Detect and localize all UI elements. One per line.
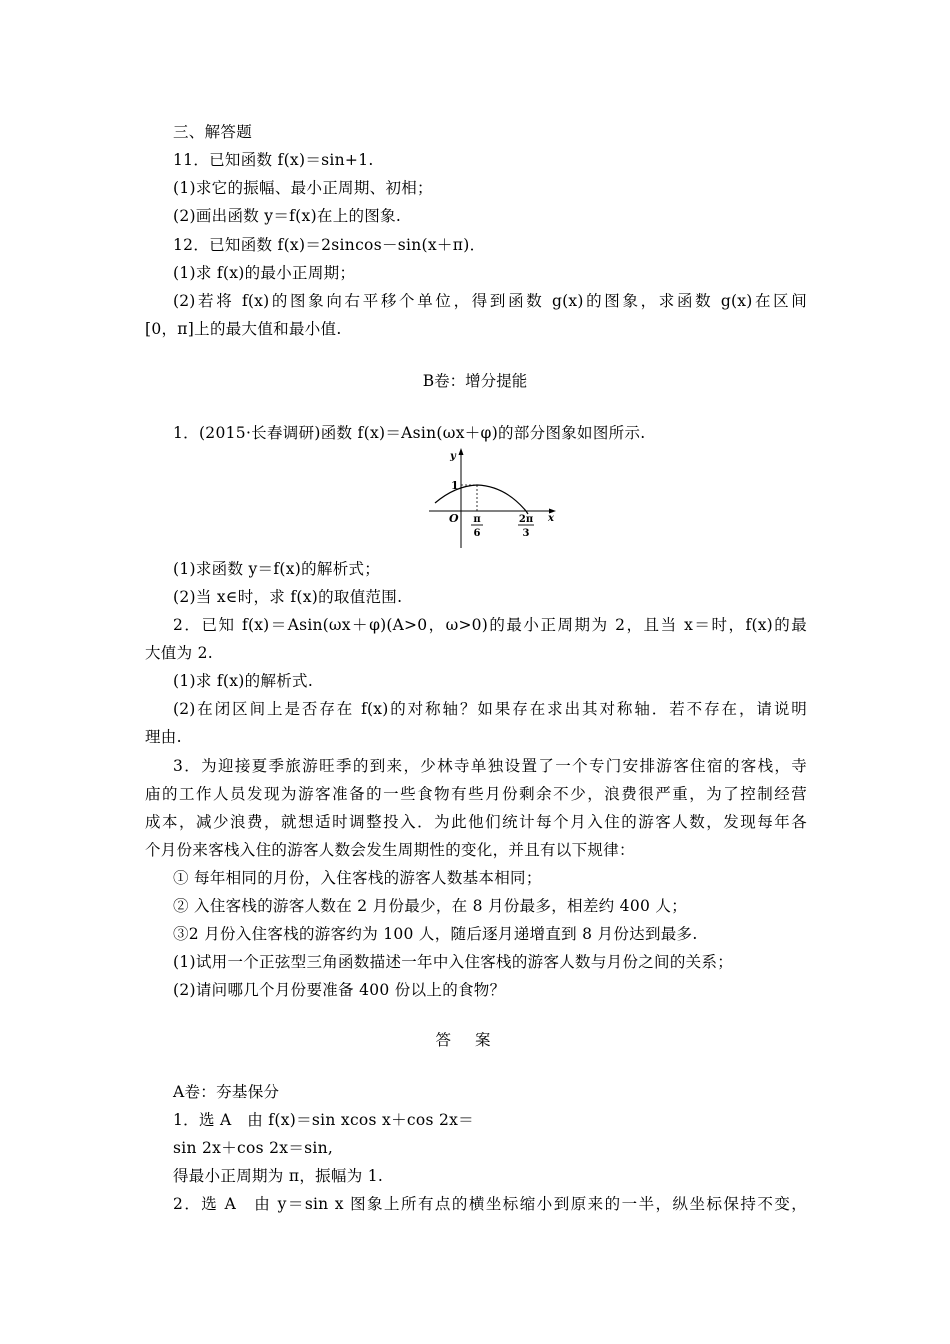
sine-curve bbox=[435, 485, 528, 514]
q12-part2-line1: (2)若将 f(x)的图象向右平移个单位，得到函数 g(x)的图象，求函数 g(x)在区间 bbox=[173, 292, 807, 310]
b-q3-line3: 成本，减少浪费，就想适时调整投入．为此他们统计每个月入住的游客人数，发现每年各 bbox=[145, 813, 807, 831]
q12-part2-line2: [0，π]上的最大值和最小值. bbox=[145, 320, 342, 338]
b-q3-line4: 个月份来客栈入住的游客人数会发生周期性的变化，并且有以下规律： bbox=[145, 841, 635, 859]
answer1-line1: 1．选 A 由 f(x)＝sin xcos x＋cos 2x＝ bbox=[173, 1111, 474, 1129]
y-axis-label: y bbox=[450, 451, 456, 462]
b-q3-rule3: ③2 月份入住客栈的游客约为 100 人，随后逐月递增直到 8 月份达到最多. bbox=[173, 925, 698, 943]
b-q2-part2-line2: 理由. bbox=[145, 728, 182, 746]
b-q1-part1: (1)求函数 y＝f(x)的解析式； bbox=[173, 560, 381, 578]
answers-title: 答案 bbox=[435, 1031, 515, 1049]
b-q3-rule1: ① 每年相同的月份，入住客栈的游客人数基本相同； bbox=[173, 869, 542, 887]
q11-part1: (1)求它的振幅、最小正周期、初相； bbox=[173, 179, 433, 197]
x-axis-label: x bbox=[548, 513, 554, 524]
q11-stem: 11．已知函数 f(x)＝sin+1. bbox=[173, 151, 374, 169]
b-q3-part2: (2)请问哪几个月份要准备 400 份以上的食物？ bbox=[173, 981, 506, 999]
origin-label: O bbox=[449, 512, 459, 525]
function-graph-figure bbox=[425, 448, 560, 550]
q11-part2: (2)画出函数 y＝f(x)在上的图象. bbox=[173, 207, 402, 225]
b-q3-line1: 3．为迎接夏季旅游旺季的到来，少林寺单独设置了一个专门安排游客住宿的客栈，寺 bbox=[173, 757, 807, 775]
b-q2-part1: (1)求 f(x)的解析式. bbox=[173, 672, 314, 690]
b-q2-stem-line2: 大值为 2. bbox=[145, 644, 214, 662]
section3-heading: 三、解答题 bbox=[173, 123, 253, 141]
b-q3-rule2: ② 入住客栈的游客人数在 2 月份最少，在 8 月份最多，相差约 400 人； bbox=[173, 897, 687, 915]
y-tick-1: 1 bbox=[451, 479, 459, 492]
b-q3-line2: 庙的工作人员发现为游客准备的一些食物有些月份剩余不少，浪费很严重，为了控制经营 bbox=[145, 785, 807, 803]
x-tick-2pi3-numerator: 2π bbox=[518, 514, 534, 525]
b-q3-part1: (1)试用一个正弦型三角函数描述一年中入住客栈的游客人数与月份之间的关系； bbox=[173, 953, 734, 971]
q12-part1: (1)求 f(x)的最小正周期； bbox=[173, 264, 356, 282]
x-tick-pi6-numerator: π bbox=[473, 514, 481, 525]
b-q1-stem: 1．(2015·长春调研)函数 f(x)＝Asin(ωx＋φ)的部分图象如图所示. bbox=[173, 424, 646, 442]
part-b-title: B卷：增分提能 bbox=[422, 372, 528, 390]
answer1-line3: 得最小正周期为 π，振幅为 1. bbox=[173, 1167, 384, 1185]
q12-stem: 12．已知函数 f(x)＝2sincos－sin(x＋π)． bbox=[173, 236, 486, 254]
b-q2-stem-line1: 2．已知 f(x)＝Asin(ωx＋φ)(A>0，ω>0)的最小正周期为 2，且当 x＝时，f(x)的最 bbox=[173, 616, 807, 634]
answers-part-a-title: A卷：夯基保分 bbox=[173, 1083, 280, 1101]
x-tick-pi6-denominator: 6 bbox=[473, 528, 481, 539]
b-q1-part2: (2)当 x∈时，求 f(x)的取值范围. bbox=[173, 588, 403, 606]
y-axis-arrow bbox=[459, 448, 464, 455]
x-tick-2pi3-denominator: 3 bbox=[522, 528, 530, 539]
answer2-line1: 2．选 A 由 y＝sin x 图象上所有点的横坐标缩小到原来的一半，纵坐标保持不变， bbox=[173, 1195, 807, 1213]
b-q2-part2-line1: (2)在闭区间上是否存在 f(x)的对称轴？如果存在求出其对称轴．若不存在，请说明 bbox=[173, 700, 807, 718]
answer1-line2: sin 2x＋cos 2x＝sin, bbox=[173, 1139, 334, 1157]
